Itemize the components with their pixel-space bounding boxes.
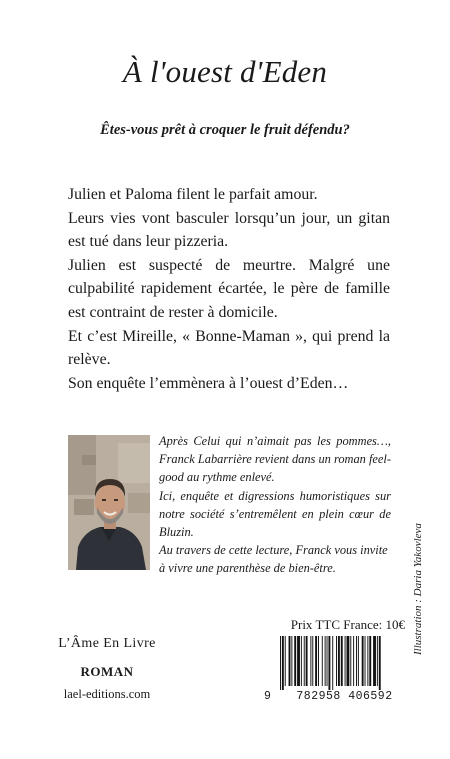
barcode-bar — [362, 636, 364, 686]
book-title: À l'ouest d'Eden — [122, 54, 328, 89]
isbn-first-digit: 9 — [264, 690, 272, 703]
barcode-bars — [276, 636, 407, 690]
synopsis-paragraph: Julien et Paloma filent le parfait amour. — [68, 186, 318, 203]
barcode-bar — [294, 636, 296, 686]
author-photo — [68, 435, 150, 570]
barcode-bar — [327, 636, 328, 686]
bio-paragraph: Après Celui qui n’aimait pas les pommes…, Franck Labarrière revient dans un roman feel-good au rythme enlevé. — [159, 434, 391, 485]
barcode-bar — [369, 636, 371, 686]
barcode-bar — [328, 636, 330, 690]
barcode-bar — [338, 636, 340, 686]
barcode-bar — [373, 636, 376, 686]
illustration-credit-text: Illustration : Daria Yakovleva — [412, 523, 424, 655]
bio-paragraph: Ici, enquête et digressions humoristiques sur notre société s’entremêlent en plein cœur de Bluzin. — [159, 488, 391, 540]
barcode-bar — [285, 636, 286, 686]
barcode-bar — [325, 636, 326, 686]
author-bio — [159, 432, 391, 578]
barcode-bar — [350, 636, 351, 686]
genre-label: ROMAN — [80, 664, 134, 679]
barcode-bar — [332, 636, 333, 690]
barcode-bar — [310, 636, 311, 686]
publisher-website: lael-editions.com — [63, 687, 151, 701]
barcode-bar — [377, 636, 378, 686]
publisher-block — [48, 636, 166, 702]
barcode-bar — [301, 636, 302, 686]
barcode-bar — [336, 636, 337, 686]
synopsis-paragraph: Leurs vies vont basculer lorsqu’un jour, un gitan est tué dans leur pizzeria. — [68, 209, 390, 251]
price-label: Prix TTC France: 10€ — [290, 617, 405, 632]
book-tagline: Êtes-vous prêt à croquer le fruit défendu? — [100, 122, 350, 138]
barcode-bar — [306, 636, 308, 686]
barcode-bar — [356, 636, 357, 686]
barcode-bar — [365, 636, 366, 686]
barcode-bar — [312, 636, 313, 686]
barcode-bar — [291, 636, 292, 686]
isbn-digits: 782958 406592 — [296, 690, 393, 703]
publisher-logo: L’Âme En Livre — [58, 636, 156, 651]
barcode-bar — [297, 636, 300, 686]
barcode-bar — [322, 636, 323, 686]
synopsis-paragraph: Et c’est Mireille, « Bonne-Maman », qui prend la relève. — [68, 327, 390, 369]
synopsis-paragraph: Son enquête l’emmènera à l’ouest d’Eden… — [68, 374, 349, 392]
barcode-bar — [353, 636, 354, 686]
synopsis-paragraph: Julien est suspecté de meurtre. Malgré une culpabilité rapidement écartée, le père de famille est contraint de rester à domicile. — [68, 256, 390, 321]
barcode-bar — [347, 636, 350, 686]
barcode-bar — [280, 636, 281, 690]
synopsis — [68, 183, 390, 395]
barcode-bar — [341, 636, 343, 686]
barcode-bar — [304, 636, 305, 686]
barcode-bar — [282, 636, 284, 690]
author-portrait-image — [68, 435, 150, 570]
barcode-bar — [379, 636, 381, 690]
barcode-bar — [367, 636, 368, 686]
barcode-bar — [318, 636, 319, 686]
bio-paragraph: Au travers de cette lecture, Franck vous invite à vivre une parenthèse de bien-être. — [159, 543, 388, 576]
barcode-bar — [345, 636, 346, 686]
barcode-bar — [315, 636, 317, 686]
barcode-bar — [289, 636, 291, 686]
barcode-bar — [358, 636, 359, 686]
